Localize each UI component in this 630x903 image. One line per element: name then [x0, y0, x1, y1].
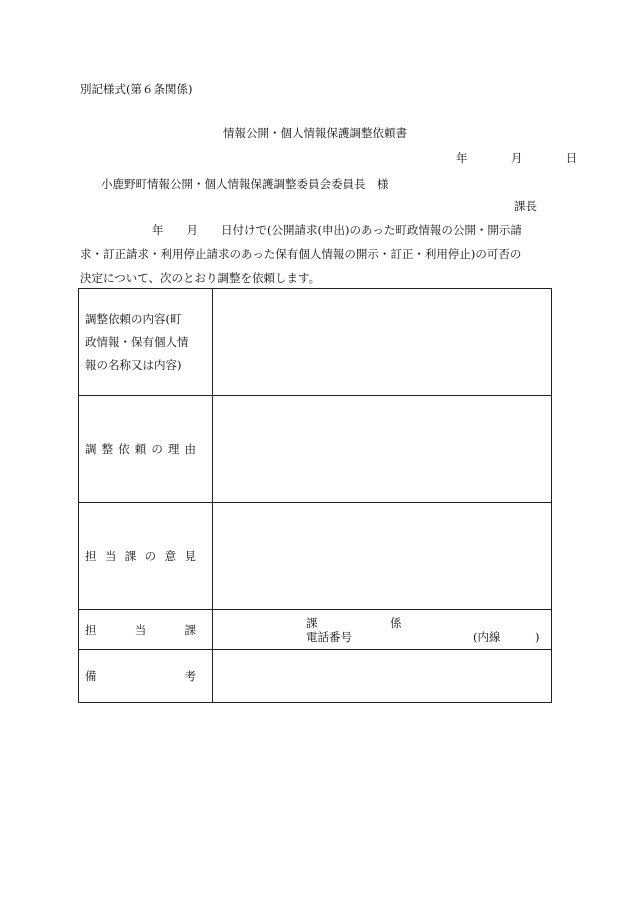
label-char: 見	[184, 549, 196, 563]
request-form-table	[78, 288, 552, 703]
label-line: 政情報・保有個人情	[85, 334, 189, 349]
label-char: 意	[164, 549, 177, 563]
date-line	[456, 150, 577, 166]
label-request-content	[79, 289, 213, 396]
field-request-reason[interactable]	[213, 396, 552, 503]
label-char: 備	[85, 669, 97, 683]
addressee: 小鹿野町情報公開・個人情報保護調整委員会委員長 様	[101, 177, 389, 191]
label-char: の	[144, 549, 157, 563]
label-char: 整	[101, 442, 114, 456]
label-char: 依	[118, 442, 130, 456]
body-line-2: 求・訂正請求・利用停止請求のあった保有個人情報の開示・訂正・利用停止)の可否の	[80, 247, 522, 261]
label-char: 担	[85, 549, 97, 563]
row-request-content	[79, 289, 552, 396]
label-char: 理	[167, 442, 180, 456]
label-remarks	[79, 650, 213, 703]
label-char: 考	[184, 669, 196, 683]
label-char: 頼	[134, 442, 147, 456]
label-dept	[79, 610, 213, 650]
label-char: の	[151, 442, 163, 456]
row-dept-opinion	[79, 503, 552, 610]
label-line: 調整依頼の内容(町	[85, 311, 182, 326]
body-line-3: 決定について、次のとおり調整を依頼します。	[80, 271, 321, 285]
section-chief: 課長	[514, 199, 537, 213]
label-line: 報の名称又は内容)	[85, 357, 182, 372]
dept-ka: 課	[306, 616, 318, 630]
row-dept	[79, 610, 552, 650]
label-dept-opinion	[79, 503, 213, 610]
date-month: 月	[510, 151, 523, 165]
form-reference: 別記様式(第６条関係)	[80, 82, 193, 96]
document-title: 情報公開・個人情報保護調整依頼書	[223, 126, 407, 140]
label-char: 由	[184, 442, 196, 456]
label-char: 課	[184, 622, 196, 637]
field-dept[interactable]	[213, 610, 552, 650]
date-year: 年	[456, 151, 468, 165]
date-day: 日	[565, 151, 578, 165]
row-request-reason	[79, 396, 552, 503]
body-text	[80, 218, 560, 290]
label-char: 担	[85, 622, 97, 637]
field-dept-opinion[interactable]	[213, 503, 552, 610]
field-request-content[interactable]	[213, 289, 552, 396]
row-remarks	[79, 650, 552, 703]
body-line-1: 年 月 日付けで(公開請求(申出)のあった町政情報の公開・開示請	[152, 223, 522, 237]
label-request-reason	[79, 396, 213, 503]
label-char: 当	[104, 549, 117, 563]
label-char: 当	[134, 622, 147, 637]
dept-kakari: 係	[390, 616, 402, 630]
dept-extension: (内線 )	[473, 630, 540, 644]
label-char: 調	[85, 442, 97, 456]
field-remarks[interactable]	[213, 650, 552, 703]
dept-phone: 電話番号	[306, 630, 352, 644]
label-char: 課	[124, 549, 137, 563]
